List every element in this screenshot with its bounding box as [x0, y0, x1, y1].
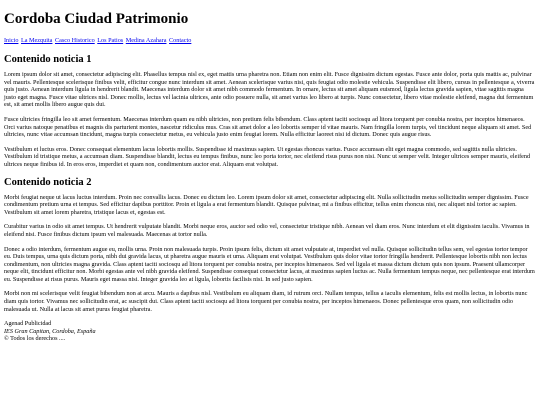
- main-nav: [4, 37, 536, 45]
- news-2-paragraph-2: Curabitur varius in odio sit amet tempus. Ut hendrerit vulputate blandit. Morbi neque eros, auctor sed odio vel, consectetur tristique nibh. Aenean vel diam eros. Nunc interdum et elit dignissim iaculis. Vivamus in eleifend nisi. Fusce finibus dictum ipsum vel malesuada. Maecenas at tortor nulla.: [4, 223, 530, 238]
- nav-link-inicio[interactable]: Inicio: [4, 37, 19, 44]
- nav-link-casco-historico[interactable]: Casco Historico: [54, 37, 95, 44]
- nav-link-los-patios[interactable]: Los Patios: [97, 37, 124, 44]
- news-2-paragraph-4: Morbi non mi scelerisque velit feugiat bibendum non at arcu. Mauris a dapibus nisl. Vestibulum eu aliquam diam, id rutrum orci. Nullam tempus, tellus a iaculis elementum, felis est mollis lectus, in lobortis nunc diam quis tortor. Vivamus nec sollicitudin erat, ac suscipit dui. Class aptent taciti sociosqu ad litora torquent per conubia nostra, per inceptos himenaeos. Donec pellentesque eros quam, non sollicitudin odio malesuada ut. Nulla at lacus sit amet purus feugiat pharetra.: [4, 290, 528, 313]
- news-1-paragraph-3: Vestibulum et luctus eros. Donec consequat elementum lacus lobortis mollis. Suspendisse id maximus sapien. Ut egestas rhoncus varius. Fusce accumsan elit eget magna commodo, sed sagittis nulla ultricies. Vestibulum id tristique metus, a accumsan diam. Suspendisse blandit, lectus eu tempus finibus, nunc leo porta tortor, nec eleifend risus purus non nisi. Nunc ut semper velit. Integer ultrices semper mauris, eleifend ultrices neque finibus id. In eros eros, imperdiet et quam non, condimentum auctor erat. Aliquam erat volutpat.: [4, 145, 531, 168]
- news-1-paragraph-1: Lorem ipsum dolor sit amet, consectetur adipiscing elit. Phasellus tempus nisl ex, eget mattis urna pharetra non. Etiam non enim elit. Fusce dignissim dictum egestas. Fusce ante dolor, porta quis mattis ac, pulvinar vel mauris. Pellentesque scelerisque finibus velit, efficitur congue nunc interdum sit amet. Aenean scelerisque varius nisi, quis feugiat odio molestie vehicula. Suspendisse elit libero, cursus in pellentesque a, viverra quis justo. Aenean interdum ligula in hendrerit blandit. Maecenas interdum dolor sit amet nibh commodo fermentum. In ornare, lectus sit amet aliquam euismod, ligula lectus gravida sapien, vitae sagittis magna justo eget magna. Fusce vitae ultrices nisl. Donec mollis, lectus vel lacinia ultrices, ante odio posuere nulla, sit amet varius leo libero at turpis. Nunc consectetur, libero vitae molestie eleifend, magna dui fermentum est, sit amet mollis libero augue quis dui.: [4, 71, 535, 109]
- footer-agency: Agenad Publicidad: [4, 320, 52, 328]
- nav-link-medina-azahara[interactable]: Medina Azahara: [125, 37, 167, 44]
- news-2-paragraph-1: Morbi feugiat neque ut lacus luctus interdum. Proin nec convallis lacus. Donec eu dictum leo. Lorem ipsum dolor sit amet, consectetur adipiscing elit. Nulla sollicitudin metus sollicitudin semper dignissim. Fusce condimentum pretium urna et tempus. Sed efficitur dapibus porttitor. Proin et ligula a erat fermentum blandit. Quisque pulvinar, mi a finibus efficitur, tellus enim rhoncus nisi, nec aliquet nisl tortor ac sapien. Vestibulum sit amet lorem pharetra, tristique lacus et, egestas est.: [4, 193, 529, 216]
- news-1-heading: Contenido noticia 1: [4, 54, 92, 65]
- news-2-heading: Contenido noticia 2: [4, 176, 92, 188]
- footer-address: IES Gran Capitan, Cordoba, España: [4, 327, 96, 335]
- nav-link-la-mezquita[interactable]: La Mezquita: [20, 37, 53, 44]
- footer-copyright: © Todos los derechos ....: [4, 335, 66, 343]
- news-2-paragraph-3: Donec a odio interdum, fermentum augue eu, mollis urna. Proin non malesuada turpis. Proin ipsum felis, dictum sit amet vulputate at, imperdiet vel nulla. Quisque sollicitudin tellus sem, vel egestas tortor tempor eu. Duis tempus, urna quis dictum porta, nibh dui gravida lacus, ut pharetra augue mauris et urna. Aliquam erat volutpat. Vestibulum quis dolor vitae tortor fringilla hendrerit. Pellentesque lobortis nibh non lectus condimentum, non ultricies magna gravida. Class aptent taciti sociosqu ad litora torquent per conubia nostra, per inceptos himenaeos. Sed vel ligula et massa dictum dictum quis non ipsum. Praesent ullamcorper neque elit, tincidunt efficitur non. Morbi egestas ante vel nibh gravida eleifend. Suspendisse consequat consectetur lacus, at maximus sapien luctus ac. Nulla fermentum tempus neque, nec pellentesque erat interdum eu. Suspendisse at risus purus. Mauris eget massa nisi. Integer gravida leo at ligula, lobortis facilisis nisi. In sed justo sapien.: [4, 245, 535, 283]
- news-section-2: [4, 176, 536, 314]
- nav-link-contacto[interactable]: Contacto: [169, 37, 192, 44]
- page-footer: [4, 320, 536, 343]
- site-title: Cordoba Ciudad Patrimonio: [4, 11, 189, 27]
- news-1-paragraph-2: Fusce ultricies fringilla leo sit amet fermentum. Maecenas interdum quam eu nibh ultricies, non pretium felis bibendum. Class aptent taciti sociosqu ad litora torquent per conubia nostra, per inceptos himenaeos. Orci varius natoque penatibus et magnis dis parturient montes, nascetur ridiculus mus. Cras sit amet dolor a leo lobortis semper id vitae mauris. Nam fringilla lorem turpis, vel tincidunt neque aliquam sit amet. Sed ultricies, nunc vitae accumsan tincidunt, magna turpis consectetur metus, eu vehicula justo enim feugiat lorem. Nulla efficitur laoreet nisi id dictum. Donec quis augue risus.: [4, 115, 532, 139]
- news-section-1: [4, 53, 536, 169]
